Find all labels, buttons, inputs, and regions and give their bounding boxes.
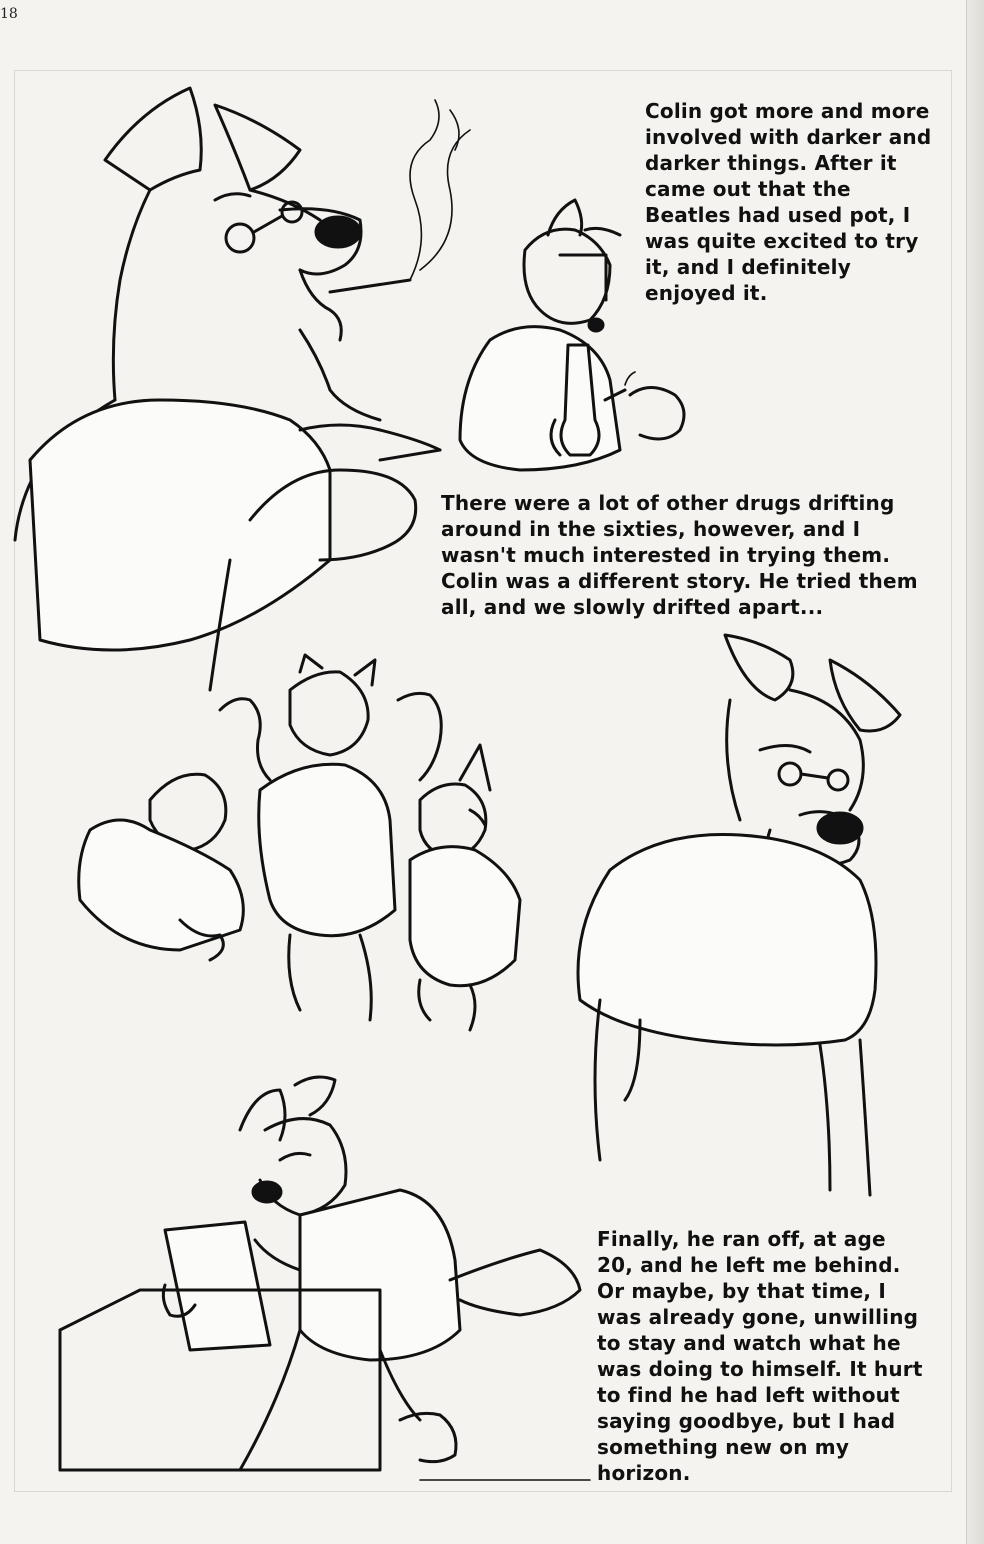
caption-other-drugs: There were a lot of other drugs drifting around in the sixties, however, and I wasn't much interested in trying them. Colin was a different story. He tried them all, and we slowly drifted apart... [441,491,918,619]
illustration-group-of-friends [79,655,520,1030]
page-number: 18 [0,6,18,22]
illustration-dog-smoking [15,88,470,690]
illustration-sad-dog-standing [578,635,900,1195]
caption-colin-ran-off: Finally, he ran off, at age 20, and he left me behind. Or maybe, by that time, I was already gone, unwilling to stay and watch what he was doing to himself. It hurt to find he had left without saying goodbye, but I had something new on my horizon. [597,1227,923,1485]
illustration-dog-reading-letter [60,1077,590,1480]
caption-colin-and-pot: Colin got more and more involved with darker and darker things. After it came out that the Beatles had used pot, I was quite excited to try it, and I definitely enjoyed it. [645,99,932,305]
